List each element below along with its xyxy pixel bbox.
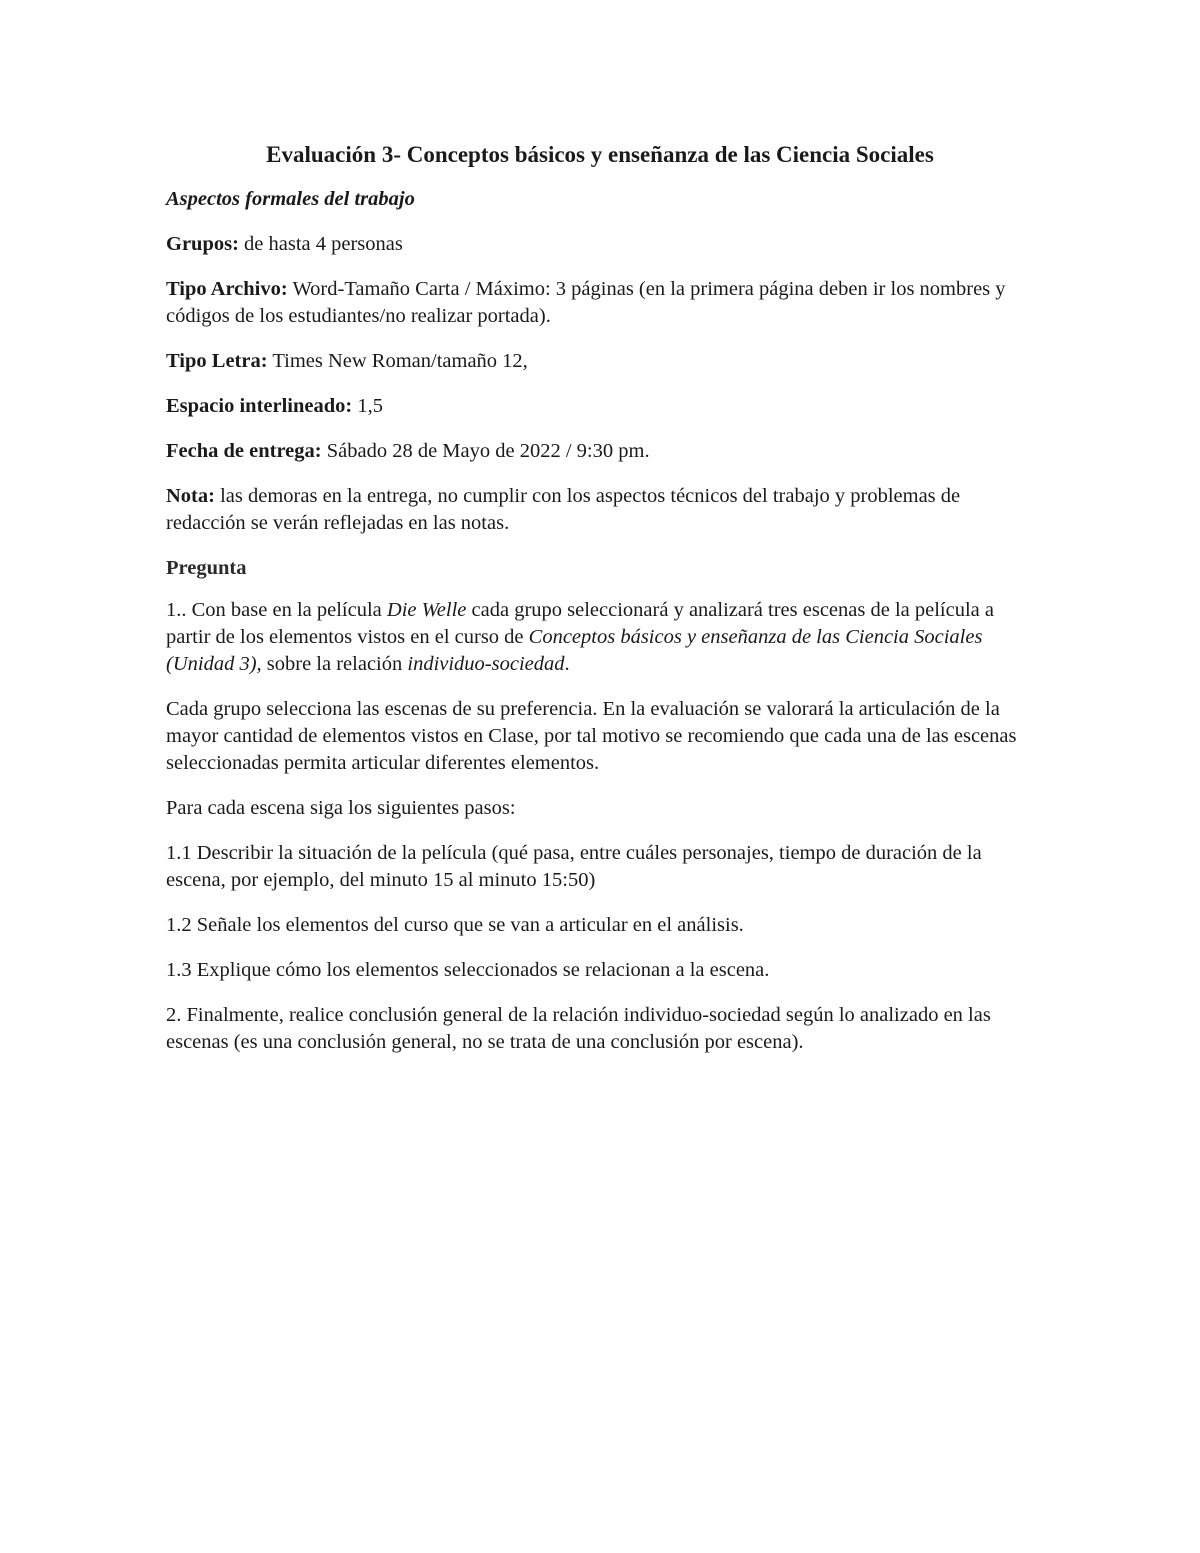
spec-groups bbox=[166, 231, 1034, 258]
course-title: Conceptos básicos y enseñanza de las Ciencia Sociales (Unidad 3), bbox=[166, 626, 983, 675]
spec-font-type bbox=[166, 348, 1034, 375]
question-text: sobre la relación bbox=[261, 653, 408, 675]
spec-label: Espacio interlineado: bbox=[166, 395, 353, 417]
spec-label: Tipo Letra: bbox=[166, 350, 268, 372]
step-2-conclusion: 2. Finalmente, realice conclusión general de la relación individuo-sociedad según lo analizado en las escenas (es una conclusión general, no se trata de una conclusión por escena). bbox=[166, 1004, 991, 1053]
paragraph-steps-intro: Para cada escena siga los siguientes pasos: bbox=[166, 797, 516, 819]
question-1 bbox=[166, 597, 1034, 678]
document-title: Evaluación 3- Conceptos básicos y enseñanza de las Ciencia Sociales bbox=[266, 142, 934, 167]
spec-due-date bbox=[166, 438, 1034, 465]
spec-value: de hasta 4 personas bbox=[238, 233, 403, 255]
relation-term: individuo-sociedad bbox=[407, 653, 565, 675]
spec-value: las demoras en la entrega, no cumplir con los aspectos técnicos del trabajo y problemas de redacción se verán reflejadas en las notas. bbox=[166, 485, 961, 534]
spec-label: Nota: bbox=[166, 485, 215, 507]
spec-file-type bbox=[166, 276, 1034, 330]
step-1-3: 1.3 Explique cómo los elementos seleccionados se relacionan a la escena. bbox=[166, 959, 770, 981]
question-text: cada grupo seleccionará y analizará tres escenas de la película a partir de los elementos vistos en el curso de bbox=[166, 599, 994, 648]
question-text: 1.. Con base en la película bbox=[166, 599, 387, 621]
movie-title: Die Welle bbox=[386, 599, 467, 621]
step-1-1: 1.1 Describir la situación de la película (qué pasa, entre cuáles personajes, tiempo de duración de la escena, por ejemplo, del minuto 15 al minuto 15:50) bbox=[166, 842, 982, 891]
paragraph-scene-selection: Cada grupo selecciona las escenas de su preferencia. En la evaluación se valorará la articulación de la mayor cantidad de elementos vistos en Clase, por tal motivo se recomiendo que cada una de las escenas seleccionadas permita articular diferentes elementos. bbox=[166, 698, 1017, 774]
step-1-2: 1.2 Señale los elementos del curso que se van a articular en el análisis. bbox=[166, 914, 744, 936]
spec-value: Times New Roman/tamaño 12, bbox=[267, 350, 528, 372]
question-text: . bbox=[564, 653, 570, 675]
spec-line-spacing bbox=[166, 393, 1034, 420]
section-subtitle: Aspectos formales del trabajo bbox=[166, 188, 415, 210]
spec-label: Grupos: bbox=[166, 233, 239, 255]
spec-note bbox=[166, 483, 1034, 537]
question-heading: Pregunta bbox=[166, 557, 247, 579]
spec-value: Sábado 28 de Mayo de 2022 / 9:30 pm. bbox=[321, 440, 650, 462]
document-body bbox=[166, 140, 1034, 1074]
spec-label: Tipo Archivo: bbox=[166, 278, 288, 300]
spec-value: Word-Tamaño Carta / Máximo: 3 páginas (en la primera página deben ir los nombres y códigos de los estudiantes/no realizar portada). bbox=[166, 278, 1006, 327]
spec-label: Fecha de entrega: bbox=[166, 440, 322, 462]
spec-value: 1,5 bbox=[352, 395, 383, 417]
